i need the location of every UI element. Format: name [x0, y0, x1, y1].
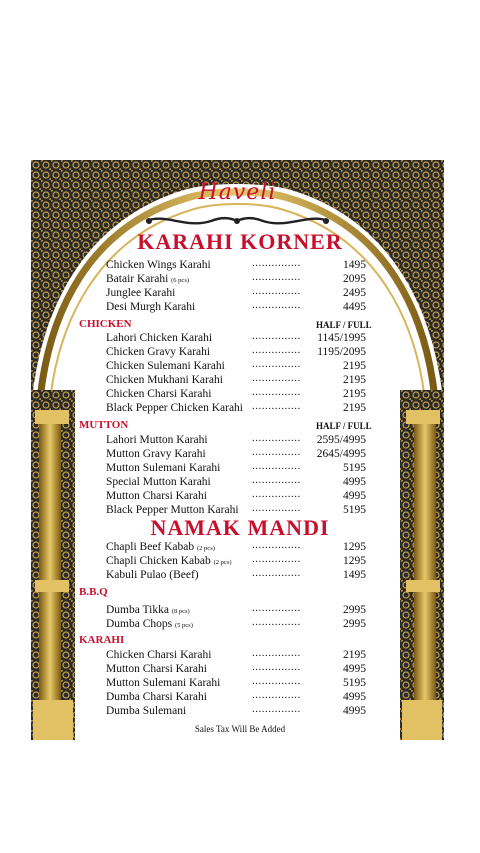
menu-item-row — [106, 374, 366, 388]
leader-dots: ............... — [252, 386, 301, 398]
menu-item-name: Black Pepper Mutton Karahi — [106, 504, 239, 516]
menu-item-price: 2195 — [343, 374, 366, 386]
namak-mandi-heading: NAMAK MANDI — [150, 515, 330, 540]
menu-item-name: Mutton Gravy Karahi — [106, 448, 206, 460]
menu-item-name: Dumba Tikka (8 pcs) — [106, 604, 190, 616]
menu-item-name: Desi Murgh Karahi — [106, 301, 196, 313]
leader-dots: ............... — [252, 553, 301, 565]
menu-item-price: 4995 — [343, 663, 366, 675]
chicken-half-full-label: HALF / FULL — [316, 320, 372, 330]
menu-item-name: Lahori Mutton Karahi — [106, 434, 208, 446]
menu-item-price: 1195/2095 — [317, 346, 366, 358]
menu-item-price: 5195 — [343, 462, 366, 474]
menu-item-price: 4495 — [343, 301, 366, 313]
menu-item-row — [106, 346, 366, 360]
leader-dots: ............... — [252, 285, 301, 297]
leader-dots: ............... — [252, 400, 301, 412]
leader-dots: ............... — [252, 474, 301, 486]
menu-item-name: Chicken Gravy Karahi — [106, 346, 211, 358]
leader-dots: ............... — [252, 647, 301, 659]
leader-dots: ............... — [252, 689, 301, 701]
menu-item-price: 2595/4995 — [316, 434, 366, 446]
menu-item-row — [106, 360, 366, 374]
menu-item-row — [106, 555, 366, 569]
leader-dots: ............... — [252, 446, 301, 458]
menu-item-price: 2495 — [343, 287, 366, 299]
menu-item-row — [106, 388, 366, 402]
menu-item-row — [106, 663, 366, 677]
menu-item-row — [106, 604, 366, 618]
menu-item-price: 1295 — [343, 555, 366, 567]
leader-dots: ............... — [252, 661, 301, 673]
menu-item-name: Mutton Sulemani Karahi — [106, 462, 221, 474]
menu-item-name: Mutton Sulemani Karahi — [106, 677, 221, 689]
menu-item-row — [106, 448, 366, 462]
menu-item-price: 1495 — [343, 259, 366, 271]
menu-item-row — [106, 402, 366, 416]
menu-item-price: 4995 — [343, 691, 366, 703]
leader-dots: ............... — [252, 330, 301, 342]
menu-item-row — [106, 649, 366, 663]
menu-item-name: Special Mutton Karahi — [106, 476, 211, 488]
bbq-section-title: B.B.Q — [79, 586, 108, 598]
menu-item-note: (8 pcs) — [171, 608, 190, 615]
menu-item-name: Chicken Charsi Karahi — [106, 388, 212, 400]
leader-dots: ............... — [252, 488, 301, 500]
menu-item-row — [106, 618, 366, 632]
menu-item-row — [106, 504, 366, 518]
menu-item-price: 2995 — [343, 604, 366, 616]
menu-item-row — [106, 490, 366, 504]
menu-item-row — [106, 691, 366, 705]
menu-item-row — [106, 332, 366, 346]
menu-item-price: 1495 — [343, 569, 366, 581]
karahi-section-title: KARAHI — [79, 634, 125, 646]
menu-item-name: Dumba Chops (5 pcs) — [106, 618, 193, 630]
menu-item-note: (2 pcs) — [197, 545, 215, 552]
mutton-section-title: MUTTON — [79, 419, 129, 431]
menu-item-note: (5 pcs) — [175, 622, 193, 629]
menu-item-name: Chapli Beef Kabab (2 pcs) — [106, 541, 215, 553]
menu-item-price: 2195 — [343, 402, 366, 414]
leader-dots: ............... — [252, 344, 301, 356]
menu-item-price: 2995 — [343, 618, 366, 630]
chicken-section-title: CHICKEN — [79, 318, 132, 330]
menu-item-name: Mutton Charsi Karahi — [106, 490, 207, 502]
sales-tax-note: Sales Tax Will Be Added — [194, 724, 286, 734]
menu-item-name: Dumba Sulemani — [106, 705, 187, 717]
menu-item-name: Chicken Sulemani Karahi — [106, 360, 225, 372]
leader-dots: ............... — [252, 460, 301, 472]
menu-item-name: Chicken Wings Karahi — [106, 259, 211, 271]
leader-dots: ............... — [252, 299, 301, 311]
menu-item-price: 2195 — [343, 388, 366, 400]
menu-item-row — [106, 259, 366, 273]
menu-item-price: 5195 — [343, 504, 366, 516]
menu-item-row — [106, 287, 366, 301]
menu-item-price: 4995 — [343, 490, 366, 502]
menu-item-name: Lahori Chicken Karahi — [106, 332, 213, 344]
menu-item-name: Batair Karahi (6 pcs) — [106, 273, 190, 285]
leader-dots: ............... — [252, 372, 301, 384]
menu-item-name: Chicken Charsi Karahi — [106, 649, 212, 661]
leader-dots: ............... — [252, 616, 301, 628]
menu-item-name: Chapli Chicken Kabab (2 pcs) — [106, 555, 232, 567]
menu-item-price: 2195 — [343, 649, 366, 661]
leader-dots: ............... — [252, 567, 301, 579]
menu-item-name: Kabuli Pulao (Beef) — [106, 569, 199, 581]
menu-item-name: Mutton Charsi Karahi — [106, 663, 207, 675]
menu-item-row — [106, 476, 366, 490]
menu-item-row — [106, 301, 366, 315]
menu-item-note: (6 pcs) — [171, 277, 190, 284]
leader-dots: ............... — [252, 539, 301, 551]
menu-item-name: Black Pepper Chicken Karahi — [106, 402, 243, 414]
menu-item-row — [106, 705, 366, 719]
leader-dots: ............... — [252, 257, 301, 269]
leader-dots: ............... — [252, 502, 301, 514]
menu-item-row — [106, 569, 366, 583]
menu-item-row — [106, 273, 366, 287]
menu-item-name: Dumba Charsi Karahi — [106, 691, 207, 703]
menu-item-note: (2 pcs) — [213, 559, 232, 566]
leader-dots: ............... — [252, 432, 301, 444]
menu-item-name: Junglee Karahi — [106, 287, 176, 299]
menu-item-price: 2095 — [343, 273, 366, 285]
haveli-logo: Haveli — [198, 180, 277, 205]
leader-dots: ............... — [252, 602, 301, 614]
karahi-korner-heading: KARAHI KORNER — [137, 229, 343, 254]
leader-dots: ............... — [252, 358, 301, 370]
menu-item-row — [106, 434, 366, 448]
menu-item-row — [106, 462, 366, 476]
leader-dots: ............... — [252, 703, 301, 715]
leader-dots: ............... — [252, 271, 301, 283]
menu-item-price: 1295 — [343, 541, 366, 553]
menu-item-price: 5195 — [343, 677, 366, 689]
mutton-half-full-label: HALF / FULL — [316, 421, 372, 431]
menu-item-price: 1145/1995 — [317, 332, 366, 344]
menu-item-price: 2195 — [343, 360, 366, 372]
leader-dots: ............... — [252, 675, 301, 687]
menu-item-price: 4995 — [343, 705, 366, 717]
menu-item-name: Chicken Mukhani Karahi — [106, 374, 223, 386]
divider-flourish — [141, 212, 334, 230]
menu-item-row — [106, 541, 366, 555]
menu-item-price: 2645/4995 — [316, 448, 366, 460]
menu-item-price: 4995 — [343, 476, 366, 488]
menu-item-row — [106, 677, 366, 691]
